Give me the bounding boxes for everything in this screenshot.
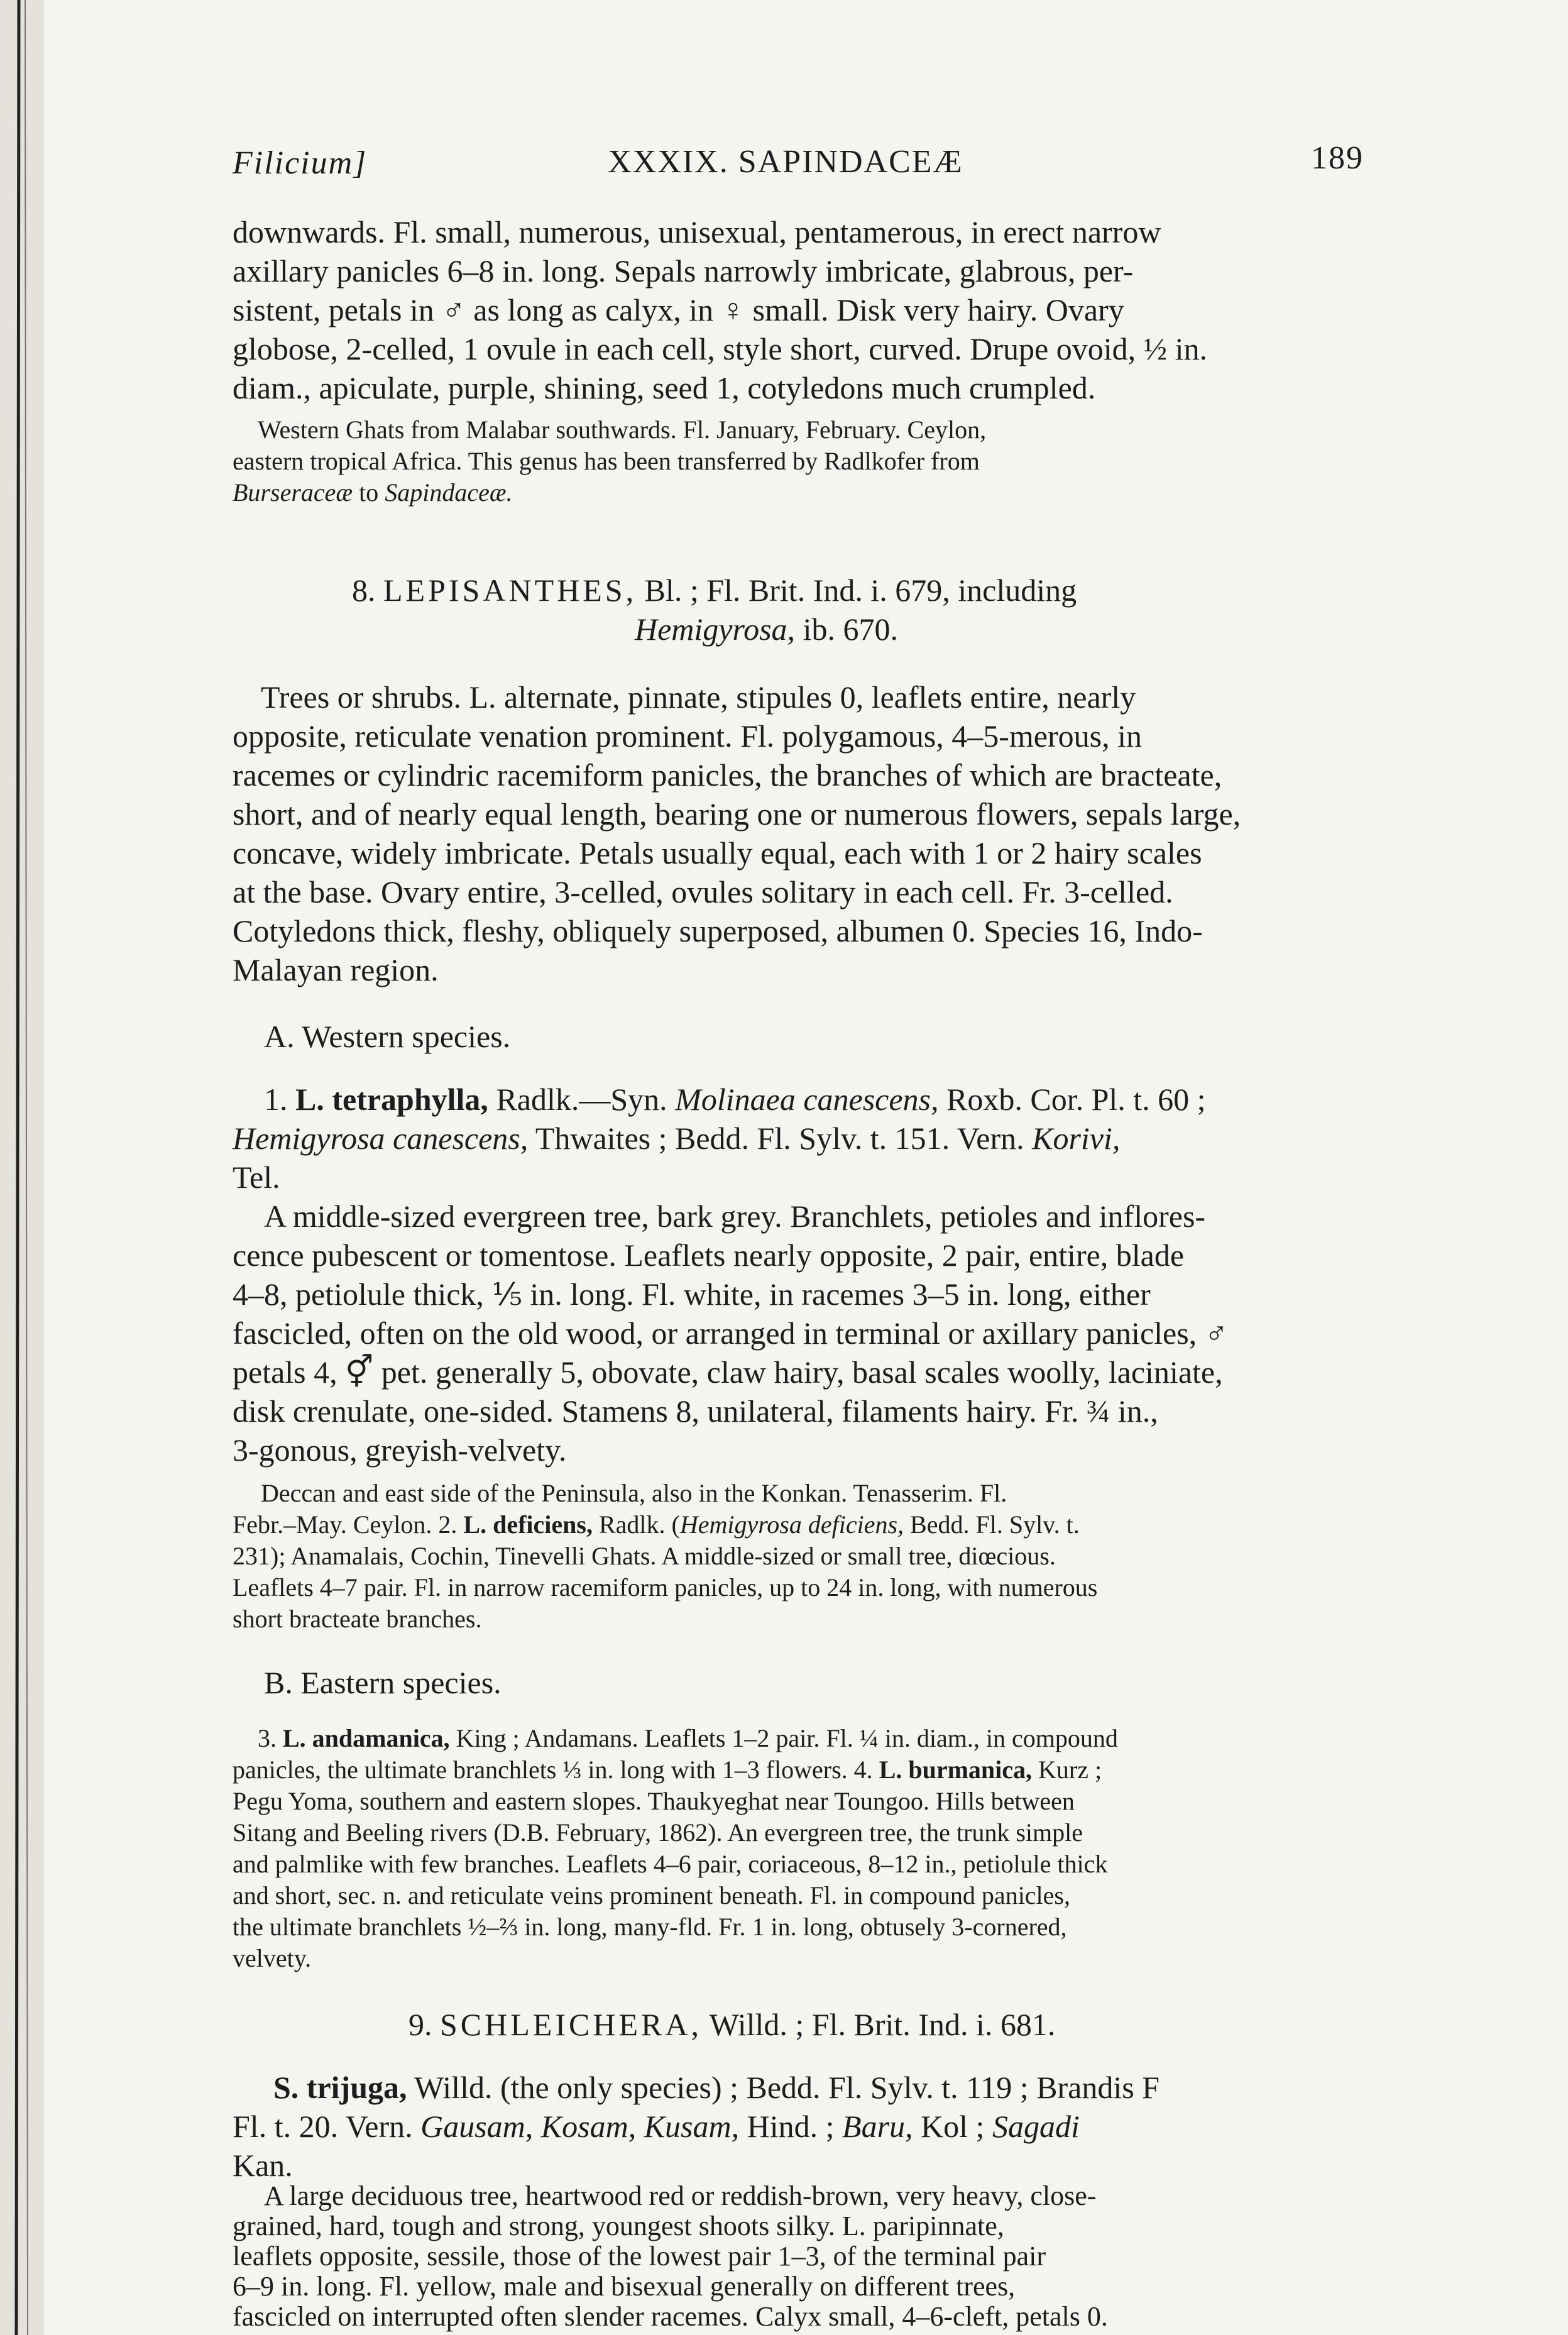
para1-line: downwards. Fl. small, numerous, unisexual, pentamerous, in erect narrow <box>233 214 1161 250</box>
para2-line: Trees or shrubs. L. alternate, pinnate, stipules 0, leaflets entire, nearly <box>261 679 1136 715</box>
genus-reference: Willd. ; Fl. Brit. Ind. i. 681. <box>701 2007 1056 2042</box>
note-text: 3. <box>258 1724 283 1752</box>
note3-line: 231); Anamalais, Cochin, Tinevelli Ghats. A middle-sized or small tree, diœcious. <box>233 1542 1056 1570</box>
section-a-heading: A. Western species. <box>264 1019 511 1054</box>
genus-heading <box>408 2006 1540 2043</box>
para3-line: A middle-sized evergreen tree, bark grey. Branchlets, petioles and inflores- <box>264 1199 1206 1234</box>
para3-line: 4–8, petiolule thick, ⅕ in. long. Fl. white, in racemes 3–5 in. long, either <box>233 1277 1151 1312</box>
note-text: Radlk. ( <box>592 1510 680 1539</box>
species-name: L. andamanica, <box>283 1724 450 1752</box>
para4-line: 6–9 in. long. Fl. yellow, male and bisexual generally on different trees, <box>233 2271 1016 2302</box>
note4-line <box>233 1755 1364 1784</box>
species-name: L. tetraphylla, <box>295 1082 488 1117</box>
para4-line: fascicled on interrupted often slender racemes. Calyx small, 4–6-cleft, petals 0. <box>233 2301 1108 2332</box>
species-text: Kol ; <box>913 2109 992 2144</box>
note-text: King ; Andamans. Leaflets 1–2 pair. Fl. ¼ in. diam., in compound <box>449 1724 1118 1752</box>
note3-line: Deccan and east side of the Peninsula, also in the Konkan. Tenasserim. Fl. <box>261 1479 1007 1507</box>
species-heading-line2 <box>233 2108 1364 2145</box>
genus-name: SCHLEICHERA, <box>440 2007 702 2042</box>
binding-edge-shadow <box>0 0 44 2335</box>
para3-line: petals 4, ⚥ pet. generally 5, obovate, claw hairy, basal scales woolly, laciniate, <box>233 1354 1223 1390</box>
header-title: XXXIX. SAPINDACEÆ <box>608 144 963 180</box>
note4-line: and palmlike with few branches. Leaflets 4–6 pair, coriaceous, 8–12 in., petiolule thick <box>233 1850 1108 1878</box>
header-left: Filicium] <box>233 145 368 181</box>
para2-line: short, and of nearly equal length, bearing one or numerous flowers, sepals large, <box>233 796 1241 832</box>
note4-line: Sitang and Beeling rivers (D.B. February, 1862). An evergreen tree, the trunk simple <box>233 1818 1083 1847</box>
genus-reference: Bl. ; Fl. Brit. Ind. i. 679, including <box>637 573 1077 608</box>
note1-line <box>233 478 1364 507</box>
para3-line: 3-gonous, greyish-velvety. <box>233 1432 567 1468</box>
species-heading <box>264 1081 1395 1118</box>
species-text: Radlk.—Syn. <box>488 1082 676 1117</box>
para1-line: diam., apiculate, purple, shining, seed 1, cotyledons much crumpled. <box>233 370 1096 405</box>
note3-line: short bracteate branches. <box>233 1605 482 1633</box>
note1-line: Western Ghats from Malabar southwards. Fl. January, February. Ceylon, <box>258 415 987 444</box>
para3-line: fascicled, often on the old wood, or arranged in terminal or axillary panicles, ♂ <box>233 1316 1229 1351</box>
synonym-name: Hemigyrosa canescens, <box>233 1121 529 1156</box>
note-text: Kurz ; <box>1032 1755 1102 1784</box>
para4-line: grained, hard, tough and strong, youngest shoots silky. L. paripinnate, <box>233 2211 1004 2241</box>
note1-line: eastern tropical Africa. This genus has been transferred by Radlkofer from <box>233 447 980 475</box>
para2-line: racemes or cylindric racemiform panicles, the branches of which are bracteate, <box>233 757 1222 793</box>
species-heading <box>273 2069 1405 2106</box>
genus-number: 8. <box>352 573 383 608</box>
species-text: Thwaites ; Bedd. Fl. Sylv. t. 151. Vern. <box>528 1121 1033 1156</box>
para3-line: cence pubescent or tomentose. Leaflets nearly opposite, 2 pair, entire, blade <box>233 1238 1185 1273</box>
species-text: Hind. ; <box>739 2109 843 2144</box>
species-text: Fl. t. 20. Vern. <box>233 2109 421 2144</box>
species-number: 1. <box>264 1082 295 1117</box>
page-number: 189 <box>1311 140 1364 176</box>
note-text: Febr.–May. Ceylon. 2. <box>233 1510 464 1539</box>
note4-line: Pegu Yoma, southern and eastern slopes. Thaukyeghat near Toungoo. Hills between <box>233 1787 1075 1815</box>
species-name: S. trijuga, <box>273 2070 407 2105</box>
note3-line <box>233 1510 1364 1539</box>
para1-line: axillary panicles 6–8 in. long. Sepals narrowly imbricate, glabrous, per- <box>233 253 1134 288</box>
note4-line <box>258 1723 1389 1753</box>
species-text: Willd. (the only species) ; Bedd. Fl. Sylv. t. 119 ; Brandis F <box>407 2070 1160 2105</box>
synonym-name: Hemigyrosa deficiens, <box>679 1510 904 1539</box>
species-name: L. burmanica, <box>879 1755 1033 1784</box>
genus-name: LEPISANTHES, <box>383 573 637 608</box>
para4-line: leaflets opposite, sessile, those of the lowest pair 1–3, of the terminal pair <box>233 2241 1046 2272</box>
species-name: L. deficiens, <box>463 1510 593 1539</box>
species-heading-line3: Tel. <box>233 1160 280 1195</box>
connector-text: to <box>353 478 385 507</box>
para2-line: Malayan region. <box>233 952 439 987</box>
para1-line: globose, 2-celled, 1 ovule in each cell, style short, curved. Drupe ovoid, ½ in. <box>233 331 1207 366</box>
note4-line: the ultimate branchlets ½–⅔ in. long, many-fld. Fr. 1 in. long, obtusely 3-cornered, <box>233 1913 1067 1941</box>
vernacular-name: Baru, <box>842 2109 913 2144</box>
vernacular-name: Gausam, Kosam, Kusam, <box>420 2109 740 2144</box>
family-name: Burseraceæ <box>233 478 353 507</box>
synonym-ref: ib. 670. <box>795 612 898 647</box>
genus-number: 9. <box>408 2007 440 2042</box>
genus-heading <box>352 572 1483 608</box>
synonym-genus: Hemigyrosa, <box>635 612 796 647</box>
note4-line: velvety. <box>233 1944 312 1972</box>
para2-line: opposite, reticulate venation prominent. Fl. polygamous, 4–5-merous, in <box>233 718 1142 754</box>
species-text: Roxb. Cor. Pl. t. 60 ; <box>938 1082 1206 1117</box>
synonym-name: Molinaea canescens, <box>675 1082 939 1117</box>
note-text: Bedd. Fl. Sylv. t. <box>904 1510 1080 1539</box>
species-heading-line3: Kan. <box>233 2148 293 2183</box>
vernacular-name: Korivi, <box>1032 1121 1121 1156</box>
para3-line: disk crenulate, one-sided. Stamens 8, unilateral, filaments hairy. Fr. ¾ in., <box>233 1393 1158 1429</box>
species-heading-line2 <box>233 1120 1364 1157</box>
genus-heading-line2 <box>635 611 1568 647</box>
note-text: panicles, the ultimate branchlets ⅓ in. long with 1–3 flowers. 4. <box>233 1755 879 1784</box>
para1-line: sistent, petals in ♂ as long as calyx, in ♀ small. Disk very hairy. Ovary <box>233 292 1124 327</box>
family-name: Sapindaceæ. <box>385 478 513 507</box>
para2-line: Cotyledons thick, fleshy, obliquely superposed, albumen 0. Species 16, Indo- <box>233 913 1203 948</box>
vernacular-name: Sagadi <box>992 2109 1080 2144</box>
para2-line: concave, widely imbricate. Petals usually equal, each with 1 or 2 hairy scales <box>233 835 1202 871</box>
note4-line: and short, sec. n. and reticulate veins prominent beneath. Fl. in compound panicles, <box>233 1881 1070 1909</box>
para4-line: A large deciduous tree, heartwood red or reddish-brown, very heavy, close- <box>264 2180 1097 2211</box>
para2-line: at the base. Ovary entire, 3-celled, ovules solitary in each cell. Fr. 3-celled. <box>233 874 1173 909</box>
section-b-heading: B. Eastern species. <box>264 1665 502 1700</box>
note3-line: Leaflets 4–7 pair. Fl. in narrow racemiform panicles, up to 24 in. long, with numerous <box>233 1573 1098 1602</box>
